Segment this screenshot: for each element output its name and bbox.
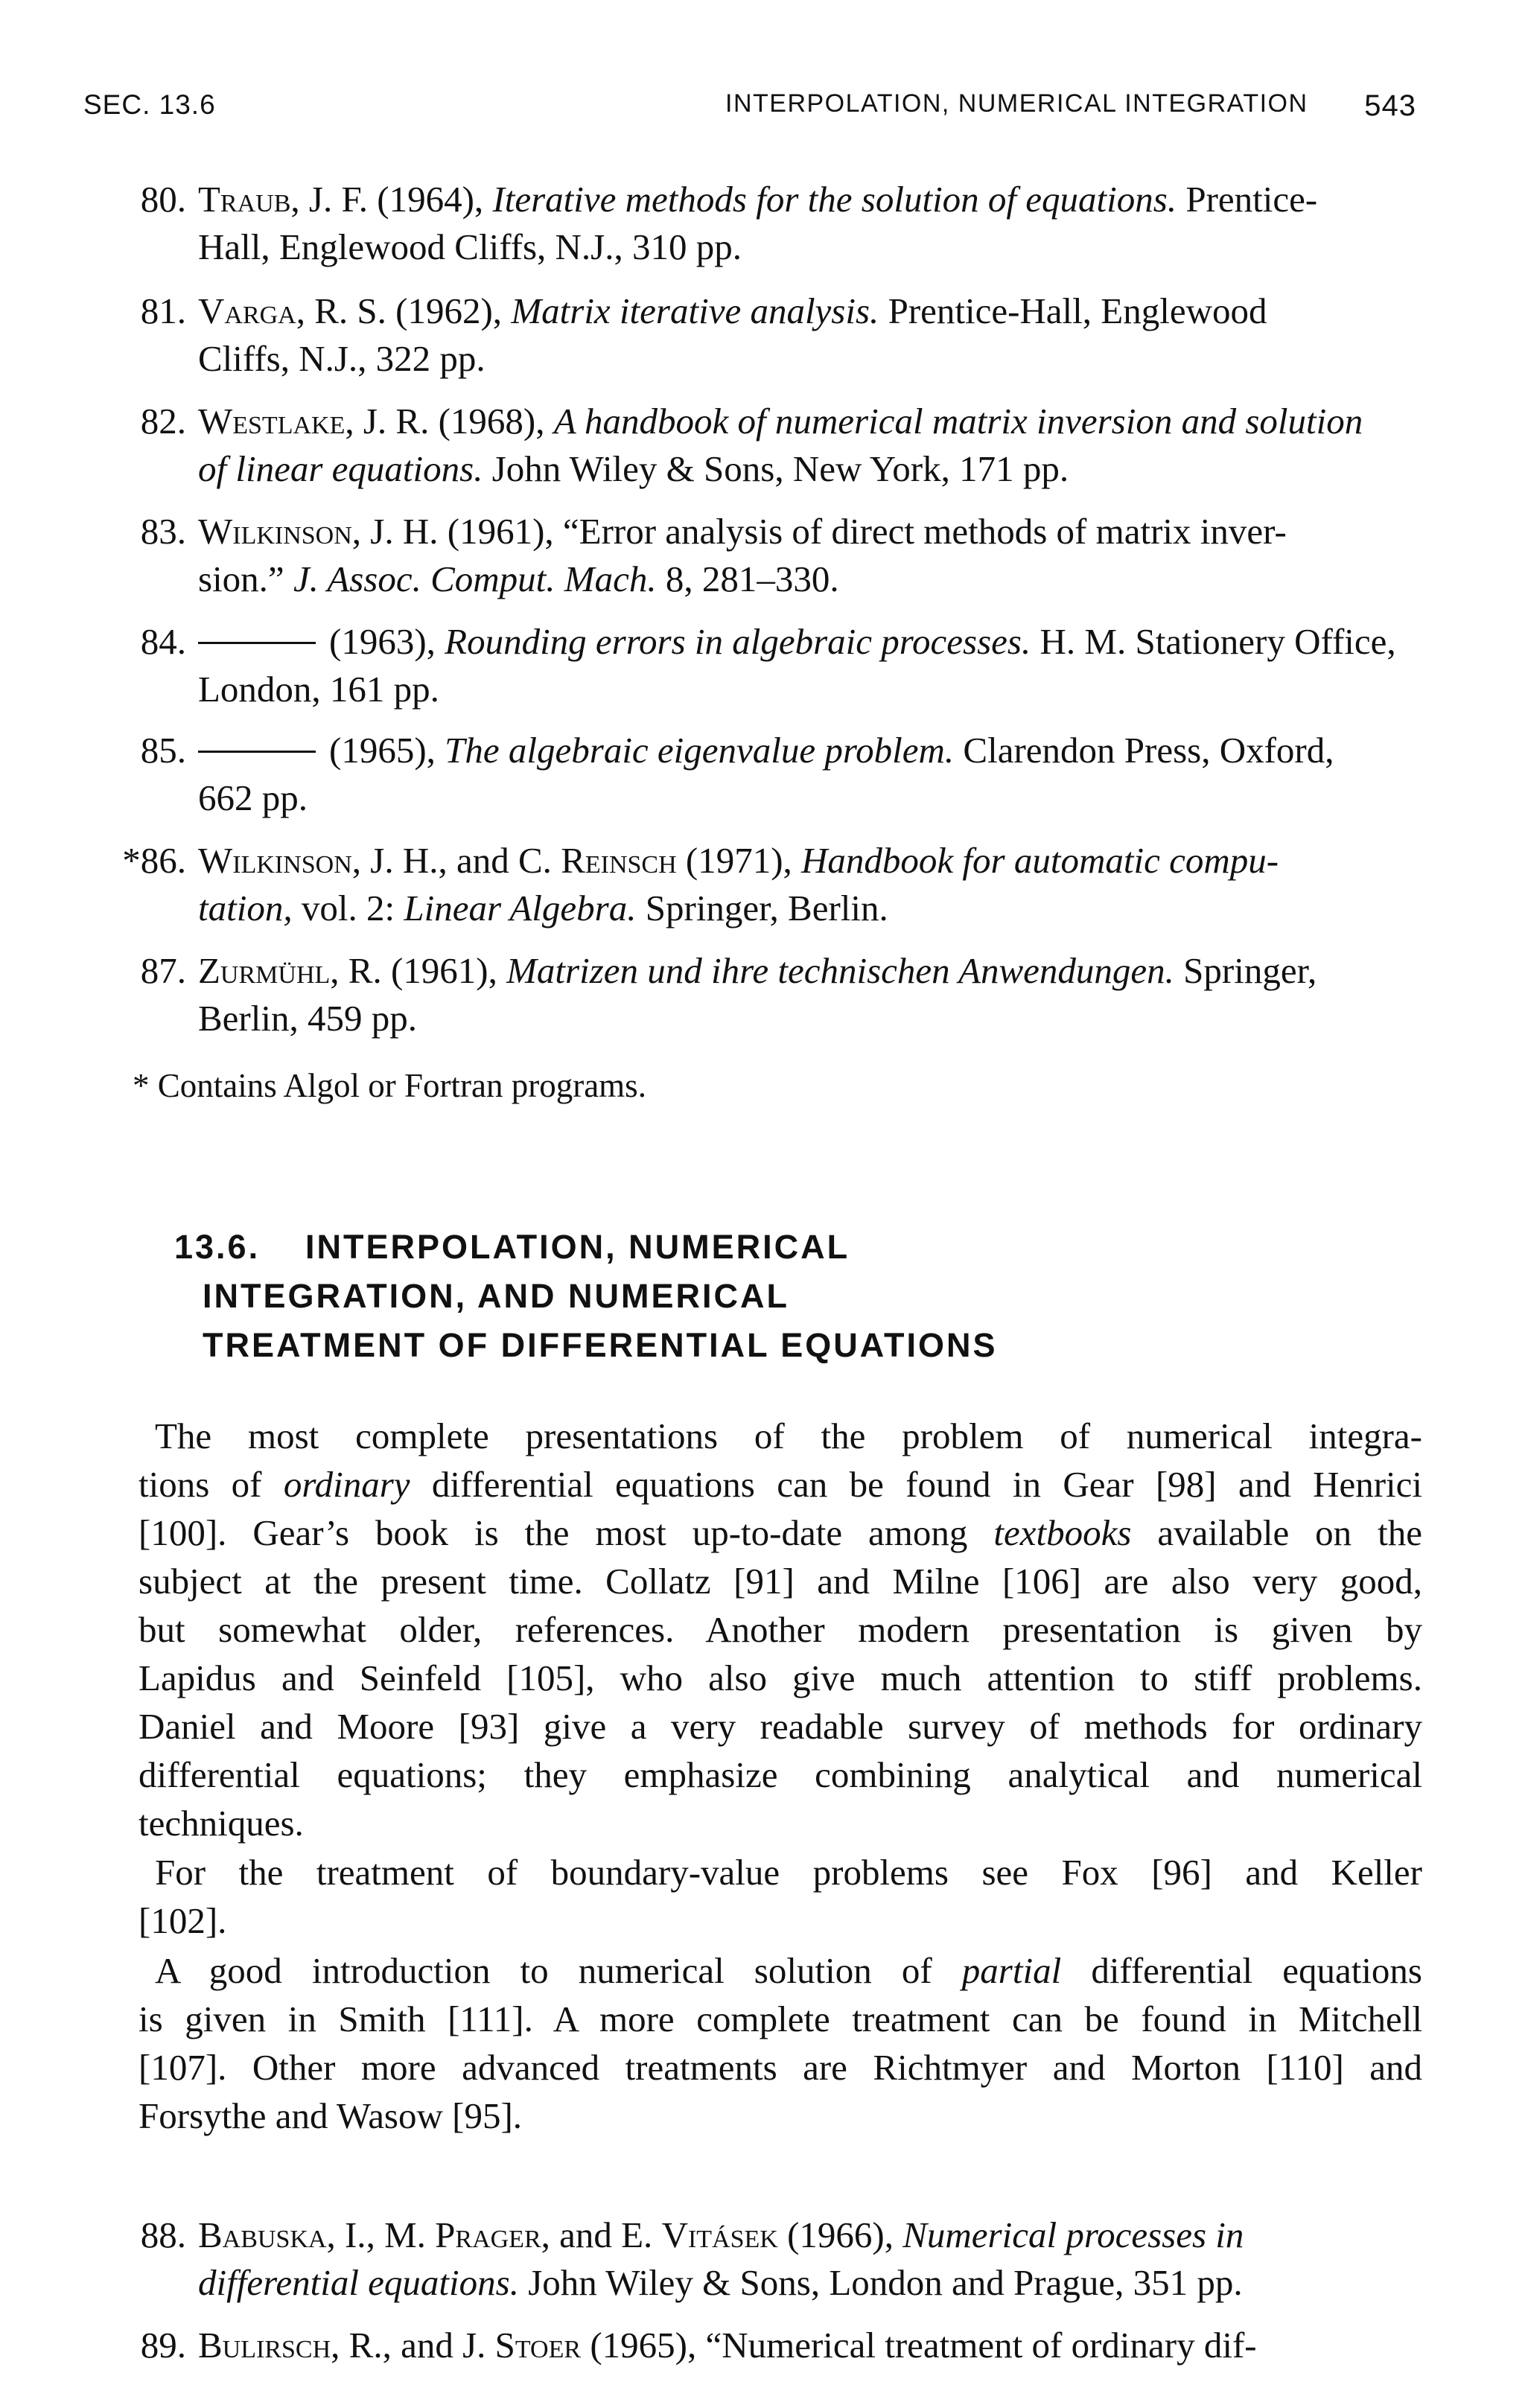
reference-publisher: Springer, — [1174, 950, 1317, 991]
reference-title: Rounding errors in algebraic processes. — [445, 621, 1031, 662]
page-number: 543 — [1364, 89, 1416, 122]
reference-year: (1965), — [329, 730, 445, 771]
book-page: SEC. 13.6 INTERPOLATION, NUMERICAL INTEGRATION 543 80. Traub, J. F. (1964), Iterative methods for the solution of equations. Prentice- Hall, Englewood Cliffs, N.J., 310 pp. 81. Varga, R. S. (1962), Matrix iterative analysis. Prentice-Hall, Englewood Cliffs, N.J., 322 pp. 82. Westlake, J. R. (1968), A handbook of numerical matrix inversion and solution of linear equations. John Wiley & Sons, New York, 171 pp. 83. Wilkinson, J. H. (1961), “Error analysis of direct methods of matrix inver- sion.” J. Assoc. Comput. Mach. 8, 281–330. 84. (1963), Rounding errors in algebraic processes. H. M. Stationery Office, London, 161 pp. 85. (1965), The algebraic eigenvalue problem. Clarendon Press, Oxford, 662 pp. *86. Wilkinson, J. H., and C. Reinsch (1971), Handbook for automatic compu- tation, vol. 2: Linear Algebra. Springer, Berlin. 87. Zurmühl, R. (1961), Matrizen und ihre technischen Anwendungen. Springer, Berlin, 459 pp. * Contains Algol or Fortran programs. 13.6. INTERPOLATION, NUMERICAL INTEGRATION, AND NUMERICAL TREATMENT OF DIFFERENTIAL EQUATIONS The most complete presentations of the problem of numerical integra- tions of ordinary differential equations can be found in Gear [98] and Henrici [100]. Gear’s book is the most up-to-date among textbooks available on the subject at the present time. Collatz [91] and Milne [106] are also very good, but somewhat older, references. Another modern presentation is given by Lapidus and Seinfeld [105], who also give much attention to stiff problems. Daniel and Moore [93] give a very readable survey of methods for ordinary differential equations; they emphasize combining analytical and numerical techniques. For the treatment of boundary-value problems see Fox [96] and Keller [102]. A good introduction to numerical solution of partial differential equations is given in Smith [111]. A more complete treatment can be found in Mitchell [107]. Other more advanced treatments are Richtmyer and Morton [110] and Forsythe and Wasow [95]. 88. Babuska, I., M. Prager, and E. Vitásek (1966), Numerical processes in differential equations. John Wiley & Sons, London and Prague, 351 pp. 89. Bulirsch, R., and J. Stoer (1965), “Numerical treatment of ordinary dif- — [0, 0, 1525, 2408]
paragraph-line: [102]. — [139, 1900, 227, 1941]
reference-number: *86. — [122, 840, 186, 881]
reference-pages: 8, 281–330. — [656, 558, 839, 599]
reference-title: “Numerical treatment of ordinary dif- — [705, 2325, 1257, 2366]
paragraph-1 — [139, 1412, 1422, 1847]
reference-author: Zurmühl, R. — [198, 950, 382, 991]
reference-number: 82. — [140, 401, 186, 442]
paragraph-line: A good introduction to numerical solution of partial differential equations — [155, 1950, 1423, 1991]
reference-author: Varga, R. S. — [198, 290, 386, 331]
reference-author: Babuska, I. — [198, 2214, 366, 2255]
paragraph-line: is given in Smith [111]. A more complete treatment can be found in Mitchell — [139, 1998, 1422, 2039]
paragraph-line: The most complete presentations of the problem of numerical integra- — [155, 1415, 1422, 1456]
reference-title: Numerical processes in — [902, 2214, 1244, 2255]
reference-continuation: Berlin, 459 pp. — [198, 998, 417, 1039]
paragraph-line: Lapidus and Seinfeld [105], who also give much attention to stiff problems. — [139, 1657, 1422, 1698]
paragraph-line: [100]. Gear’s book is the most up-to-date among textbooks available on the — [139, 1512, 1422, 1553]
paragraph-3 — [139, 1946, 1422, 2140]
reference-title-continuation: of linear equations. — [198, 448, 483, 489]
reference-publisher: Springer, Berlin. — [636, 888, 888, 929]
paragraph-line: techniques. — [139, 1803, 304, 1844]
reference-continuation: sion.” — [198, 558, 293, 599]
reference-year: (1962), — [386, 290, 512, 331]
section-heading-line: INTEGRATION, AND NUMERICAL — [203, 1277, 789, 1315]
reference-author: Reinsch — [561, 840, 677, 881]
reference-publisher: Clarendon Press, Oxford, — [954, 730, 1334, 771]
reference-number: 81. — [140, 290, 186, 331]
paragraph-2 — [139, 1848, 1422, 1945]
reference-title: “Error analysis of direct methods of matrix inver- — [562, 511, 1287, 552]
section-heading-line: INTERPOLATION, NUMERICAL — [305, 1228, 850, 1266]
reference-volume-title: Linear Algebra. — [404, 888, 637, 929]
reference-author: Traub, J. F. — [198, 179, 369, 220]
reference-continuation: London, 161 pp. — [198, 669, 439, 710]
reference-journal: J. Assoc. Comput. Mach. — [293, 558, 657, 599]
reference-title: A handbook of numerical matrix inversion and solution — [553, 401, 1363, 442]
reference-author: Wilkinson, J. H. — [198, 511, 439, 552]
reference-title-continuation: differential equations. — [198, 2262, 519, 2303]
section-label: SEC. 13.6 — [83, 89, 216, 120]
reference-publisher: H. M. Stationery Office, — [1031, 621, 1396, 662]
reference-title: Handbook for automatic compu- — [801, 840, 1279, 881]
reference-year: (1971), — [676, 840, 802, 881]
reference-title: Matrizen und ihre technischen Anwendungen. — [506, 950, 1174, 991]
reference-publisher: Prentice-Hall, Englewood — [879, 290, 1267, 331]
reference-number: 83. — [140, 511, 186, 552]
paragraph-line: subject at the present time. Collatz [91] and Milne [106] are also very good, — [139, 1561, 1422, 1602]
reference-number: 84. — [140, 621, 186, 662]
running-head — [83, 89, 1416, 134]
reference-continuation: John Wiley & Sons, London and Prague, 351 pp. — [518, 2262, 1243, 2303]
paragraph-line: Forsythe and Wasow [95]. — [139, 2095, 523, 2136]
reference-author: Wilkinson, J. H. — [198, 840, 439, 881]
paragraph-line: For the treatment of boundary-value problems see Fox [96] and Keller — [155, 1852, 1422, 1893]
reference-year: (1963), — [329, 621, 445, 662]
reference-number: 85. — [140, 730, 186, 771]
reference-year: (1965), — [581, 2325, 706, 2366]
reference-continuation: Cliffs, N.J., 322 pp. — [198, 338, 485, 379]
reference-continuation: Hall, Englewood Cliffs, N.J., 310 pp. — [198, 226, 742, 267]
reference-year: (1961), — [381, 950, 507, 991]
ditto-dash — [198, 642, 316, 644]
ditto-dash — [198, 751, 316, 753]
footnote: * Contains Algol or Fortran programs. — [133, 1067, 646, 1104]
reference-year: (1961), — [438, 511, 563, 552]
paragraph-line: differential equations; they emphasize combining analytical and numerical — [139, 1754, 1422, 1795]
reference-author: Bulirsch, R. — [198, 2325, 383, 2366]
reference-author: Westlake, J. R. — [198, 401, 430, 442]
reference-title: Matrix iterative analysis. — [511, 290, 879, 331]
paragraph-line: tions of ordinary differential equations can be found in Gear [98] and Henrici — [139, 1464, 1422, 1505]
reference-number: 87. — [140, 950, 186, 991]
section-heading-line: TREATMENT OF DIFFERENTIAL EQUATIONS — [203, 1326, 998, 1364]
reference-author: Prager — [435, 2214, 541, 2255]
reference-year: (1966), — [777, 2214, 903, 2255]
reference-author: Vitásek — [661, 2214, 778, 2255]
reference-publisher: Prentice- — [1177, 179, 1318, 220]
section-heading — [174, 1223, 998, 1370]
running-title: INTERPOLATION, NUMERICAL INTEGRATION — [725, 89, 1308, 118]
reference-author: Stoer — [494, 2325, 582, 2366]
reference-year: (1968), — [429, 401, 554, 442]
reference-number: 89. — [140, 2325, 186, 2366]
paragraph-line: [107]. Other more advanced treatments are Richtmyer and Morton [110] and — [139, 2047, 1422, 2088]
paragraph-line: Daniel and Moore [93] give a very readable survey of methods for ordinary — [139, 1706, 1422, 1747]
reference-number: 80. — [140, 179, 186, 220]
reference-title-continuation: tation, — [198, 888, 293, 929]
reference-continuation: John Wiley & Sons, New York, 171 pp. — [483, 448, 1069, 489]
section-number: 13.6. — [174, 1228, 261, 1266]
reference-year: (1964), — [368, 179, 493, 220]
reference-title: Iterative methods for the solution of equations. — [492, 179, 1177, 220]
reference-number: 88. — [140, 2214, 186, 2255]
paragraph-line: but somewhat older, references. Another modern presentation is given by — [139, 1609, 1422, 1650]
reference-continuation: 662 pp. — [198, 777, 308, 818]
reference-title: The algebraic eigenvalue problem. — [445, 730, 955, 771]
